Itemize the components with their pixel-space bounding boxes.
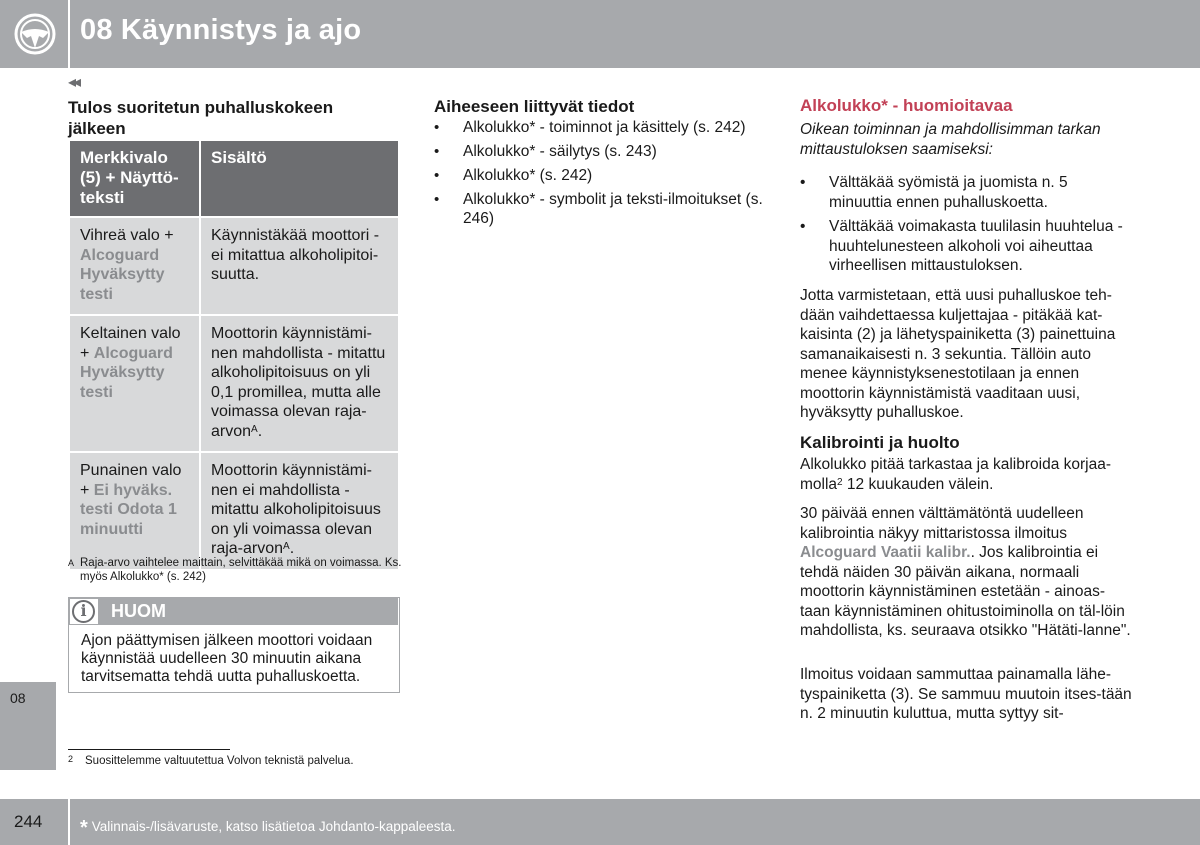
light-label: Punainen valo + bbox=[80, 462, 182, 499]
footnote-divider bbox=[68, 749, 230, 750]
table-note bbox=[68, 556, 403, 584]
paragraph-calibration-warning bbox=[800, 504, 1132, 641]
related-link[interactable]: • Alkolukko* - toiminnot ja käsittely (s. 242) bbox=[434, 118, 774, 137]
section-heading: Alkolukko* - huomioitavaa bbox=[800, 96, 1013, 115]
note-ref: A bbox=[283, 541, 290, 552]
warning-text-end: . Jos kalibrointia ei tehdä näiden 30 päivän aikana, normaali moottorin käynnistäminen estetään - ainoas-taan käynnistäminen ohitustoiminolla on täl-löin mahdollista, ks. seuraava otsikko "Hätäti-lanne". bbox=[800, 544, 1131, 639]
footer-text: Valinnais-/lisävaruste, katso lisätietoa Johdanto-kappaleesta. bbox=[91, 819, 456, 834]
light-label: Vihreä valo + bbox=[80, 227, 174, 244]
huom-title: HUOM bbox=[111, 601, 166, 621]
note-ref: A bbox=[251, 423, 258, 435]
huom-body: Ajon päättymisen jälkeen moottori voidaan käynnistää uudelleen 30 minuutin aikana tarvitsematta tehdä uutta puhalluskoetta. bbox=[81, 632, 373, 685]
table-cell-light bbox=[69, 452, 200, 570]
results-heading: Tulos suoritetun puhalluskokeen jälkeen bbox=[68, 98, 334, 138]
table-cell-content: Käynnistäkää moottori - ei mitattua alkoholipitoi-suutta. bbox=[200, 217, 399, 315]
display-text: Alcoguard Hyväksytty testi bbox=[80, 344, 173, 401]
display-message: Alcoguard Vaatii kalibr. bbox=[800, 544, 971, 561]
calibration-heading: Kalibrointi ja huolto bbox=[800, 433, 960, 452]
section-intro: Oikean toiminnan ja mahdollisimman tarkan mittaustuloksen saamiseksi: bbox=[800, 121, 1101, 158]
chapter-number: 08 bbox=[10, 690, 26, 706]
related-list bbox=[434, 118, 774, 233]
paragraph-calibration bbox=[800, 455, 1132, 494]
table-note-label: A bbox=[68, 558, 75, 568]
table-cell-light bbox=[69, 217, 200, 315]
table-header-light: Merkkivalo (5) + Näyttö-teksti bbox=[69, 140, 200, 217]
option-star: * bbox=[80, 817, 88, 839]
calibration-text: Alkolukko pitää tarkastaa ja kalibroida korjaa-molla bbox=[800, 456, 1112, 493]
tips-list bbox=[800, 173, 1130, 281]
chapter-tab bbox=[0, 68, 56, 770]
footnote-ref: 2 bbox=[837, 476, 843, 488]
page-number: 244 bbox=[14, 812, 43, 831]
header-icon-box bbox=[0, 0, 68, 68]
info-icon: i bbox=[72, 600, 95, 623]
back-arrows-icon[interactable]: ◂◂ bbox=[68, 74, 79, 91]
table-row bbox=[69, 217, 399, 315]
paragraph-dismiss: Ilmoitus voidaan sammuttaa painamalla lähe-tyspainiketta (3). Se sammuu muutoin itses-tään n. 2 minuutin kuluttua, mutta syttyy sit- bbox=[800, 666, 1132, 722]
huom-box bbox=[68, 597, 400, 693]
table-header-content: Sisältö bbox=[200, 140, 399, 217]
list-item: • Välttäkää voimakasta tuulilasin huuhtelua - huuhtelunesteen alkoholi voi aiheuttaa virheellisen mittaustuloksen. bbox=[800, 217, 1130, 276]
footnote-number: 2 bbox=[68, 754, 74, 764]
huom-icon-box bbox=[69, 598, 99, 625]
footnote bbox=[68, 755, 354, 767]
related-link[interactable]: • Alkolukko* (s. 242) bbox=[434, 166, 774, 185]
table-cell-light bbox=[69, 315, 200, 452]
table-cell-content bbox=[200, 315, 399, 452]
light-label: Keltainen valo + bbox=[80, 325, 181, 362]
table-row bbox=[69, 315, 399, 452]
table-row bbox=[69, 452, 399, 570]
steering-wheel-icon bbox=[13, 12, 57, 56]
related-link[interactable]: • Alkolukko* - symbolit ja teksti-ilmoitukset (s. 246) bbox=[434, 190, 774, 228]
footer-divider bbox=[68, 799, 70, 845]
related-link[interactable]: • Alkolukko* - säilytys (s. 243) bbox=[434, 142, 774, 161]
calibration-text-end: 12 kuukauden välein. bbox=[842, 475, 994, 493]
content-text: Moottorin käynnistämi-nen mahdollista - mitattu alkoholipitoisuus on yli 0,1 promillea, mutta alle voimassa olevan raja-arvon bbox=[211, 325, 386, 440]
header-divider bbox=[68, 0, 70, 68]
content-end: . bbox=[289, 540, 295, 557]
results-table bbox=[68, 139, 400, 571]
content-text: Moottorin käynnistämi-nen ei mahdollista - mitattu alkoholipitoisuus on yli voimassa olevan raja-arvon bbox=[211, 462, 381, 557]
page-title: 08 Käynnistys ja ajo bbox=[80, 14, 362, 46]
display-text: Ei hyväks. testi Odota 1 minuutti bbox=[80, 481, 177, 538]
list-item: • Välttäkää syömistä ja juomista n. 5 minuuttia ennen puhalluskoetta. bbox=[800, 173, 1130, 212]
table-header-row bbox=[69, 140, 399, 217]
paragraph-driver-change: Jotta varmistetaan, että uusi puhalluskoe teh-dään vaihdettaessa kuljettajaa - pitäkää kat-kaisinta (2) ja lähetyspainiketta (3) painettuina samanaikaisesti n. 3 sekuntia. Tällöin auto menee käynnistyksenestotilaan ja ennen moottorin käynnistämistä vaaditaan uusi, hyväksytty puhalluskoe. bbox=[800, 287, 1116, 421]
related-heading: Aiheeseen liittyvät tiedot bbox=[434, 97, 635, 116]
table-note-text: Raja-arvo vaihtelee maittain, selvittäkää mikä on voimassa. Ks. myös Alkolukko* (s. 242) bbox=[80, 557, 402, 583]
content-end: . bbox=[257, 422, 263, 440]
display-text: Alcoguard Hyväksytty testi bbox=[80, 246, 165, 303]
footnote-text: Suosittelemme valtuutettua Volvon teknistä palvelua. bbox=[85, 755, 354, 767]
footer-note bbox=[80, 814, 456, 837]
table-cell-content bbox=[200, 452, 399, 570]
warning-text: 30 päivää ennen välttämätöntä uudelleen kalibrointia näkyy mittaristossa ilmoitus bbox=[800, 505, 1084, 542]
